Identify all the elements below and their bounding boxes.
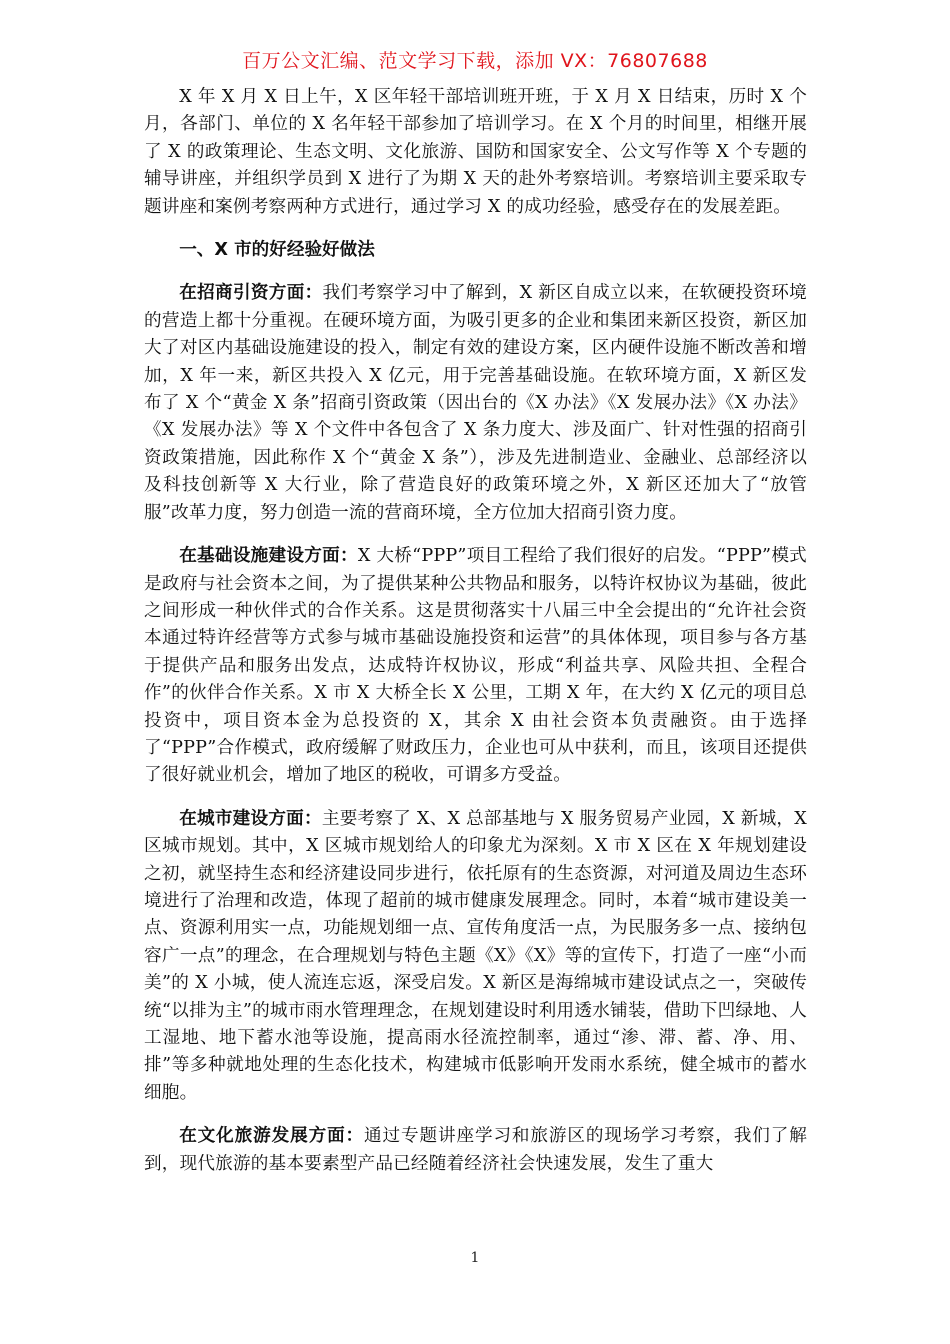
paragraph-text: 通过专题讲座学习和旅游区的现场学习考察，我们了解到，现代旅游的基本要素型产品已经随着经济社会快速发展，发生了重大: [144, 1126, 807, 1174]
paragraph-lead: 在城市建设方面：: [179, 808, 322, 829]
paragraph-text: 主要考察了 X、X 总部基地与 X 服务贸易产业园，X 新城，X 区城市规划。其中，X 区城市规划给人的印象尤为深刻。X 市 X 区在 X 年规划建设之初，就坚持生态和经济建设同步进行，依托原有的生态资源，对河道及周边生态环境进行了治理和改造，体现了超前的城市健康发展理念。同时，本着“城市建设美一点、资源利用实一点，功能规划细一点、宣传角度活一点，为民服务多一点、接纳包容广一点”的理念，在合理规划与特色主题《X》《X》等的宣传下，打造了一座“小而美”的 X 小城，使人流连忘返，深受启发。X 新区是海绵城市建设试点之一，突破传统“以排为主”的城市雨水管理理念，在规划建设时利用透水铺装，借助下凹绿地、人工湿地、地下蓄水池等设施，提高雨水径流控制率，通过“渗、滞、蓄、净、用、排”等多种就地处理的生态化技术，构建城市低影响开发雨水系统，健全城市的蓄水细胞。: [144, 808, 807, 1103]
paragraph-culture-tourism: [144, 1123, 807, 1178]
download-banner: 百万公文汇编、范文学习下载，添加 VX：76807688: [242, 50, 708, 72]
page-number: 1: [470, 1250, 480, 1266]
document-body: [144, 84, 807, 1178]
paragraph-lead: 在基础设施建设方面：: [179, 546, 358, 567]
section-heading: 一、X 市的好经验好做法: [179, 240, 375, 261]
paragraph-infrastructure: [144, 543, 807, 790]
paragraph-urban-construction: [144, 806, 807, 1107]
paragraph-lead: 在招商引资方面：: [179, 283, 323, 304]
paragraph-investment: [144, 280, 807, 527]
paragraph-text: 我们考察学习中了解到，X 新区自成立以来，在软硬投资环境的营造上都十分重视。在硬环境方面，为吸引更多的企业和集团来新区投资，新区加大了对区内基础设施建设的投入，制定有效的建设方案，区内硬件设施不断改善和增加，X 年一来，新区共投入 X 亿元，用于完善基础设施。在软环境方面，X 新区发布了 X 个“黄金 X 条”招商引资政策（因出台的《X 办法》《X 发展办法》《X 办法》《X 发展办法》等 X 个文件中各包含了 X 条力度大、涉及面广、针对性强的招商引资政策措施，因此称作 X 个“黄金 X 条”），涉及先进制造业、金融业、总部经济以及科技创新等 X 大行业，除了营造良好的政策环境之外，X 新区还加大了“放管服”改革力度，努力创造一流的营商环境，全方位加大招商引资力度。: [144, 283, 807, 523]
paragraph-text: X 大桥“PPP”项目工程给了我们很好的启发。“PPP”模式是政府与社会资本之间，为了提供某种公共物品和服务，以特许权协议为基础，彼此之间形成一种伙伴式的合作关系。这是贯彻落实十八届三中全会提出的“允许社会资本通过特许经营等方式参与城市基础设施投资和运营”的具体体现，项目参与各方基于提供产品和服务出发点，达成特许权协议，形成“利益共享、风险共担、全程合作”的伙伴合作关系。X 市 X 大桥全长 X 公里，工期 X 年，在大约 X 亿元的项目总投资中，项目资本金为总投资的 X，其余 X 由社会资本负责融资。由于选择了“PPP”合作模式，政府缓解了财政压力，企业也可从中获利，而且，该项目还提供了很好就业机会，增加了地区的税收，可谓多方受益。: [144, 546, 807, 786]
paragraph-lead: 在文化旅游发展方面：: [179, 1126, 365, 1147]
intro-paragraph: X 年 X 月 X 日上午，X 区年轻干部培训班开班，于 X 月 X 日结束，历时 X 个月，各部门、单位的 X 名年轻干部参加了培训学习。在 X 个月的时间里，相继开展了 X 的政策理论、生态文明、文化旅游、国防和国家安全、公文写作等 X 个专题的辅导讲座，并组织学员到 X 进行了为期 X 天的赴外考察培训。考察培训主要采取专题讲座和案例考察两种方式进行，通过学习 X 的成功经验，感受存在的发展差距。: [144, 87, 807, 217]
